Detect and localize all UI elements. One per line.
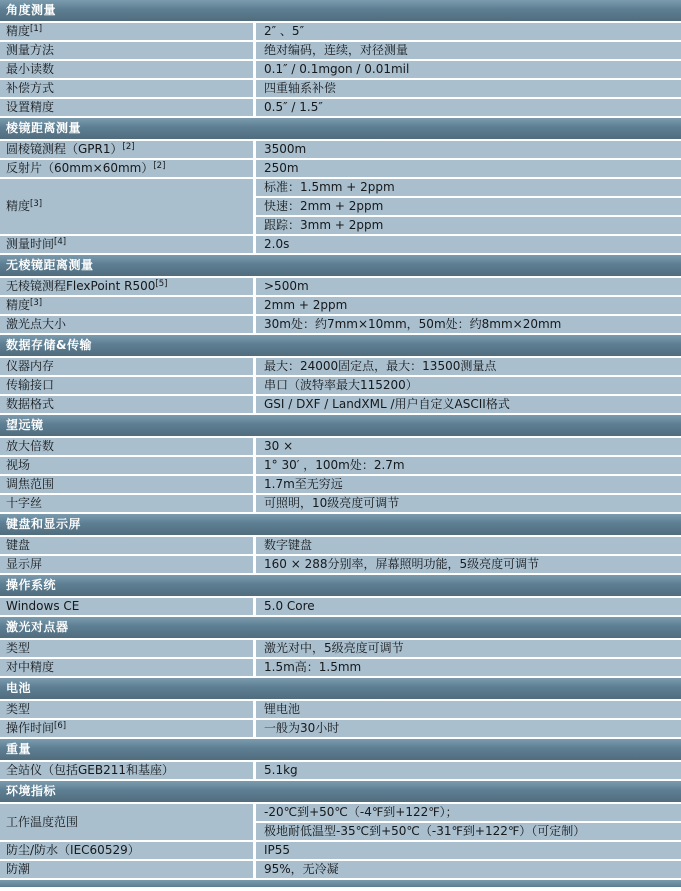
spec-row	[0, 141, 681, 160]
spec-label-text: 补偿方式	[6, 81, 55, 95]
section-header-row	[0, 415, 681, 438]
spec-value: 标准：1.5mm + 2ppm	[256, 179, 681, 198]
spec-row	[0, 659, 681, 678]
spec-value: 1.5m高：1.5mm	[256, 659, 681, 678]
spec-value: 0.1″ / 0.1mgon / 0.01mil	[256, 61, 681, 80]
spec-row	[0, 556, 681, 575]
spec-row	[0, 640, 681, 659]
spec-label	[0, 80, 256, 99]
section-header-row	[0, 781, 681, 804]
spec-label	[0, 659, 256, 678]
spec-label-text: 圆棱镜测程（GPR1）	[6, 142, 123, 156]
section-header-row	[0, 335, 681, 358]
spec-label	[0, 377, 256, 396]
spec-label	[0, 278, 256, 297]
spec-label	[0, 61, 256, 80]
spec-label	[0, 141, 256, 160]
spec-label	[0, 358, 256, 377]
spec-row	[0, 457, 681, 476]
footnote-marker: [3]	[30, 298, 43, 308]
spec-label	[0, 842, 256, 861]
section-header-row	[0, 678, 681, 701]
footnote-marker: [1]	[30, 24, 43, 34]
spec-value: GSI / DXF / LandXML /用户自定义ASCII格式	[256, 396, 681, 415]
spec-label	[0, 537, 256, 556]
spec-row	[0, 720, 681, 739]
spec-label-text: 类型	[6, 641, 31, 655]
spec-value: 激光对中，5级亮度可调节	[256, 640, 681, 659]
spec-label-text: 最小读数	[6, 62, 55, 76]
spec-row	[0, 598, 681, 617]
spec-label-text: 显示屏	[6, 557, 43, 571]
spec-value: 极地耐低温型-35℃到+50℃（-31℉到+122℉）（可定制）	[256, 823, 681, 842]
spec-label-text: 全站仪（包括GEB211和基座）	[6, 763, 175, 777]
spec-value: 1.7m至无穷远	[256, 476, 681, 495]
spec-value: 5.1kg	[256, 762, 681, 781]
spec-label-text: 数据格式	[6, 397, 55, 411]
spec-value: 2mm + 2ppm	[256, 297, 681, 316]
spec-value: 快速：2mm + 2ppm	[256, 198, 681, 217]
section-header: 望远镜	[0, 415, 681, 438]
spec-row	[0, 762, 681, 781]
section-header: 操作系统	[0, 575, 681, 598]
spec-row	[0, 438, 681, 457]
spec-row	[0, 179, 681, 198]
spec-value: 3500m	[256, 141, 681, 160]
spec-label	[0, 495, 256, 514]
section-header: 电池	[0, 678, 681, 701]
spec-value: 0.5″ / 1.5″	[256, 99, 681, 118]
spec-label-text: 类型	[6, 702, 31, 716]
spec-label-text: 键盘	[6, 538, 31, 552]
spec-value: 数字键盘	[256, 537, 681, 556]
spec-value: 绝对编码，连续，对径测量	[256, 42, 681, 61]
spec-label	[0, 42, 256, 61]
spec-row	[0, 701, 681, 720]
spec-label	[0, 598, 256, 617]
spec-label-text: Windows CE	[6, 599, 80, 613]
spec-label-text: 测量方法	[6, 43, 55, 57]
spec-value: 锂电池	[256, 701, 681, 720]
footnote-marker: [6]	[54, 721, 67, 731]
spec-value: 30 ×	[256, 438, 681, 457]
spec-row	[0, 804, 681, 823]
spec-label	[0, 396, 256, 415]
spec-label-text: 放大倍数	[6, 439, 55, 453]
footnote-marker: [3]	[30, 199, 43, 209]
section-header: 键盘和显示屏	[0, 514, 681, 537]
spec-label-text: 对中精度	[6, 660, 55, 674]
spec-label	[0, 476, 256, 495]
footnote-marker: [2]	[153, 161, 166, 171]
spec-label-text: 测量时间	[6, 237, 55, 251]
spec-value: 160 × 288分别率，屏幕照明功能，5级亮度可调节	[256, 556, 681, 575]
spec-value: 1° 30′ ，100m处：2.7m	[256, 457, 681, 476]
section-header-row	[0, 739, 681, 762]
section-header: 环境指标	[0, 781, 681, 804]
spec-row	[0, 495, 681, 514]
section-header: 数据存储&传输	[0, 335, 681, 358]
spec-label	[0, 23, 256, 42]
spec-value: 四重轴系补偿	[256, 80, 681, 99]
spec-label-text: 无棱镜测程FlexPoint R500	[6, 279, 156, 293]
spec-value: 最大：24000固定点，最大：13500测量点	[256, 358, 681, 377]
footnote-marker: [2]	[122, 142, 135, 152]
spec-label	[0, 179, 256, 236]
section-header-row	[0, 255, 681, 278]
spec-label	[0, 640, 256, 659]
spec-row	[0, 80, 681, 99]
spec-value: 2.0s	[256, 236, 681, 255]
spec-row	[0, 278, 681, 297]
spec-label-text: 调焦范围	[6, 477, 55, 491]
spec-label-text: 防尘/防水（IEC60529）	[6, 843, 140, 857]
spec-label	[0, 720, 256, 739]
spec-label-text: 设置精度	[6, 100, 55, 114]
spec-row	[0, 537, 681, 556]
spec-label	[0, 316, 256, 335]
spec-row	[0, 358, 681, 377]
spec-label	[0, 804, 256, 842]
spec-label	[0, 556, 256, 575]
spec-value: >500m	[256, 278, 681, 297]
spec-value: 30m处：约7mm×10mm，50m处：约8mm×20mm	[256, 316, 681, 335]
spec-row	[0, 42, 681, 61]
spec-label-text: 仪器内存	[6, 359, 55, 373]
spec-value: 95%，无冷凝	[256, 861, 681, 880]
section-header: 角度测量	[0, 0, 681, 23]
section-header: 激光对点器	[0, 617, 681, 640]
spec-row	[0, 396, 681, 415]
section-header: 无棱镜距离测量	[0, 255, 681, 278]
spec-row	[0, 160, 681, 179]
spec-value: 2″ 、5″	[256, 23, 681, 42]
spec-label-text: 精度	[6, 24, 31, 38]
spec-label	[0, 701, 256, 720]
spec-label-text: 精度	[6, 199, 31, 213]
spec-label	[0, 861, 256, 880]
spec-label-text: 反射片（60mm×60mm）	[6, 161, 154, 175]
spec-row	[0, 316, 681, 335]
footnote-marker: [4]	[54, 237, 67, 247]
spec-label	[0, 762, 256, 781]
spec-label-text: 工作温度范围	[6, 814, 79, 829]
section-header-row	[0, 617, 681, 640]
spec-row	[0, 377, 681, 396]
spec-value: 5.0 Core	[256, 598, 681, 617]
spec-row	[0, 236, 681, 255]
section-header: 棱镜距离测量	[0, 118, 681, 141]
spec-row	[0, 297, 681, 316]
spec-label	[0, 457, 256, 476]
spec-row	[0, 23, 681, 42]
spec-value: 一般为30小时	[256, 720, 681, 739]
section-header-row	[0, 118, 681, 141]
spec-label-text: 十字丝	[6, 496, 43, 510]
spec-value: 跟踪：3mm + 2ppm	[256, 217, 681, 236]
spec-value: -20℃到+50℃（-4℉到+122℉）；	[256, 804, 681, 823]
spec-label-text: 视场	[6, 458, 31, 472]
section-header: 重量	[0, 739, 681, 762]
section-header-row	[0, 514, 681, 537]
section-header-row	[0, 0, 681, 23]
spec-label-text: 激光点大小	[6, 317, 67, 331]
spec-label-text: 防潮	[6, 862, 31, 876]
next-section-header-partial	[0, 880, 681, 887]
spec-value: 可照明，10级亮度可调节	[256, 495, 681, 514]
spec-row	[0, 476, 681, 495]
spec-label-text: 操作时间	[6, 721, 55, 735]
spec-value: 250m	[256, 160, 681, 179]
spec-row	[0, 61, 681, 80]
spec-label	[0, 99, 256, 118]
footnote-marker: [5]	[155, 279, 168, 289]
spec-label	[0, 438, 256, 457]
spec-label	[0, 297, 256, 316]
spec-label	[0, 236, 256, 255]
spec-value: IP55	[256, 842, 681, 861]
spec-row	[0, 861, 681, 880]
spec-label-text: 精度	[6, 298, 31, 312]
spec-label-text: 传输接口	[6, 378, 55, 392]
spec-value: 串口（波特率最大115200）	[256, 377, 681, 396]
spec-label	[0, 160, 256, 179]
spec-row	[0, 842, 681, 861]
spec-row	[0, 99, 681, 118]
section-header-row	[0, 575, 681, 598]
